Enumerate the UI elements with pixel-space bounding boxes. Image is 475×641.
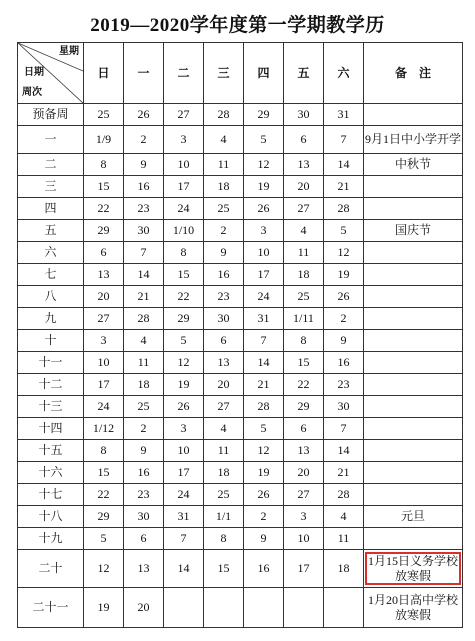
date-cell: 11 xyxy=(204,440,244,462)
date-cell: 9 xyxy=(244,528,284,550)
date-cell: 15 xyxy=(164,264,204,286)
date-cell: 10 xyxy=(84,352,124,374)
page-title: 2019—2020学年度第一学期教学历 xyxy=(90,15,385,36)
date-cell: 5 xyxy=(244,418,284,440)
date-cell: 23 xyxy=(324,374,364,396)
table-row xyxy=(18,374,463,396)
date-cell: 22 xyxy=(284,374,324,396)
date-cell: 1/1 xyxy=(204,506,244,528)
date-cell: 12 xyxy=(164,352,204,374)
date-cell: 18 xyxy=(204,462,244,484)
date-cell: 25 xyxy=(204,484,244,506)
date-cell: 12 xyxy=(324,242,364,264)
date-cell: 30 xyxy=(124,220,164,242)
note-cell: 中秋节 xyxy=(364,154,463,176)
note-cell xyxy=(364,330,463,352)
week-cell: 十六 xyxy=(18,462,84,484)
date-cell: 2 xyxy=(124,126,164,154)
date-cell: 20 xyxy=(284,176,324,198)
day-header-wed: 三 xyxy=(204,43,244,104)
table-row xyxy=(18,286,463,308)
date-cell: 13 xyxy=(124,550,164,588)
table-row xyxy=(18,242,463,264)
date-cell: 7 xyxy=(244,330,284,352)
date-cell: 2 xyxy=(204,220,244,242)
week-cell: 十七 xyxy=(18,484,84,506)
date-cell: 16 xyxy=(324,352,364,374)
table-row xyxy=(18,352,463,374)
table-row xyxy=(18,484,463,506)
date-cell: 14 xyxy=(324,154,364,176)
date-cell: 18 xyxy=(284,264,324,286)
table-row xyxy=(18,126,463,154)
date-cell: 13 xyxy=(84,264,124,286)
date-cell: 4 xyxy=(324,506,364,528)
date-cell: 27 xyxy=(284,484,324,506)
table-row xyxy=(18,308,463,330)
date-cell: 30 xyxy=(124,506,164,528)
date-cell: 6 xyxy=(84,242,124,264)
date-cell: 8 xyxy=(84,440,124,462)
date-cell: 11 xyxy=(284,242,324,264)
date-cell: 11 xyxy=(204,154,244,176)
date-cell: 29 xyxy=(84,220,124,242)
date-cell: 4 xyxy=(204,418,244,440)
date-cell: 3 xyxy=(164,126,204,154)
date-cell: 17 xyxy=(84,374,124,396)
date-cell: 25 xyxy=(284,286,324,308)
week-cell: 十四 xyxy=(18,418,84,440)
date-cell: 26 xyxy=(124,104,164,126)
week-cell: 十二 xyxy=(18,374,84,396)
date-cell: 9 xyxy=(204,242,244,264)
table-row xyxy=(18,198,463,220)
date-cell: 11 xyxy=(324,528,364,550)
date-cell: 26 xyxy=(244,198,284,220)
date-cell: 24 xyxy=(164,484,204,506)
corner-label-date: 日期 xyxy=(24,67,44,78)
week-cell: 二十 xyxy=(18,550,84,588)
date-cell: 13 xyxy=(284,440,324,462)
date-cell: 7 xyxy=(164,528,204,550)
date-cell: 8 xyxy=(204,528,244,550)
date-cell: 4 xyxy=(124,330,164,352)
note-cell: 国庆节 xyxy=(364,220,463,242)
date-cell: 26 xyxy=(244,484,284,506)
date-cell: 20 xyxy=(84,286,124,308)
date-cell: 1/10 xyxy=(164,220,204,242)
note-cell xyxy=(364,352,463,374)
note-cell xyxy=(364,418,463,440)
date-cell: 5 xyxy=(84,528,124,550)
week-cell: 十 xyxy=(18,330,84,352)
diagonal-header-cell xyxy=(18,43,84,104)
day-header-mon: 一 xyxy=(124,43,164,104)
table-row xyxy=(18,528,463,550)
date-cell: 5 xyxy=(164,330,204,352)
date-cell: 15 xyxy=(84,176,124,198)
calendar-table xyxy=(17,42,463,628)
date-cell: 13 xyxy=(284,154,324,176)
table-row xyxy=(18,264,463,286)
date-cell: 30 xyxy=(204,308,244,330)
date-cell: 15 xyxy=(204,550,244,588)
date-cell: 20 xyxy=(284,462,324,484)
date-cell xyxy=(284,588,324,628)
note-cell xyxy=(364,374,463,396)
week-cell: 十五 xyxy=(18,440,84,462)
date-cell: 20 xyxy=(204,374,244,396)
date-cell: 30 xyxy=(324,396,364,418)
date-cell: 7 xyxy=(124,242,164,264)
date-cell: 28 xyxy=(324,484,364,506)
date-cell: 17 xyxy=(164,176,204,198)
date-cell: 4 xyxy=(284,220,324,242)
corner-label-weekday: 星期 xyxy=(59,46,79,57)
date-cell: 31 xyxy=(244,308,284,330)
date-cell: 3 xyxy=(84,330,124,352)
table-row xyxy=(18,506,463,528)
date-cell: 14 xyxy=(164,550,204,588)
date-cell: 12 xyxy=(244,440,284,462)
note-cell xyxy=(364,484,463,506)
note-cell xyxy=(364,264,463,286)
note-cell xyxy=(364,176,463,198)
date-cell: 12 xyxy=(244,154,284,176)
date-cell: 6 xyxy=(284,126,324,154)
date-cell: 28 xyxy=(324,198,364,220)
week-cell: 十一 xyxy=(18,352,84,374)
date-cell: 29 xyxy=(244,104,284,126)
date-cell: 2 xyxy=(324,308,364,330)
table-row xyxy=(18,104,463,126)
note-cell xyxy=(364,198,463,220)
date-cell: 4 xyxy=(204,126,244,154)
note-cell: 9月1日中小学开学 xyxy=(364,126,463,154)
table-row xyxy=(18,176,463,198)
date-cell: 18 xyxy=(324,550,364,588)
date-cell: 28 xyxy=(204,104,244,126)
date-cell: 28 xyxy=(124,308,164,330)
header-row xyxy=(18,43,463,104)
date-cell: 10 xyxy=(164,440,204,462)
date-cell: 19 xyxy=(244,462,284,484)
date-cell: 1/12 xyxy=(84,418,124,440)
date-cell: 6 xyxy=(204,330,244,352)
table-row xyxy=(18,588,463,628)
note-cell xyxy=(364,528,463,550)
note-cell xyxy=(364,308,463,330)
day-header-sat: 六 xyxy=(324,43,364,104)
day-header-fri: 五 xyxy=(284,43,324,104)
date-cell: 7 xyxy=(324,126,364,154)
table-row xyxy=(18,220,463,242)
date-cell: 8 xyxy=(84,154,124,176)
date-cell: 15 xyxy=(284,352,324,374)
week-cell: 五 xyxy=(18,220,84,242)
week-cell: 一 xyxy=(18,126,84,154)
date-cell: 19 xyxy=(324,264,364,286)
date-cell: 3 xyxy=(164,418,204,440)
date-cell xyxy=(164,588,204,628)
date-cell: 27 xyxy=(164,104,204,126)
date-cell: 21 xyxy=(124,286,164,308)
date-cell: 27 xyxy=(204,396,244,418)
date-cell: 7 xyxy=(324,418,364,440)
table-row xyxy=(18,330,463,352)
date-cell: 11 xyxy=(124,352,164,374)
date-cell: 14 xyxy=(244,352,284,374)
note-cell xyxy=(364,242,463,264)
date-cell: 23 xyxy=(204,286,244,308)
date-cell: 16 xyxy=(124,462,164,484)
date-cell: 21 xyxy=(324,462,364,484)
date-cell xyxy=(244,588,284,628)
week-cell: 四 xyxy=(18,198,84,220)
note-cell xyxy=(364,550,463,588)
date-cell: 19 xyxy=(164,374,204,396)
date-cell: 29 xyxy=(164,308,204,330)
date-cell: 19 xyxy=(84,588,124,628)
date-cell: 6 xyxy=(284,418,324,440)
date-cell: 26 xyxy=(164,396,204,418)
note-cell xyxy=(364,440,463,462)
calendar-body xyxy=(18,104,463,628)
table-row xyxy=(18,418,463,440)
week-cell: 七 xyxy=(18,264,84,286)
table-row xyxy=(18,440,463,462)
date-cell: 12 xyxy=(84,550,124,588)
week-cell: 十三 xyxy=(18,396,84,418)
date-cell: 18 xyxy=(124,374,164,396)
date-cell: 23 xyxy=(124,198,164,220)
date-cell: 19 xyxy=(244,176,284,198)
note-cell xyxy=(364,396,463,418)
date-cell: 21 xyxy=(244,374,284,396)
date-cell: 9 xyxy=(124,154,164,176)
week-cell: 二十一 xyxy=(18,588,84,628)
date-cell: 2 xyxy=(124,418,164,440)
week-cell: 三 xyxy=(18,176,84,198)
date-cell: 30 xyxy=(284,104,324,126)
date-cell: 22 xyxy=(84,484,124,506)
date-cell: 1/9 xyxy=(84,126,124,154)
date-cell: 31 xyxy=(164,506,204,528)
date-cell: 8 xyxy=(164,242,204,264)
note-cell: 1月20日高中学校放寒假 xyxy=(364,588,463,628)
date-cell: 3 xyxy=(284,506,324,528)
date-cell: 22 xyxy=(84,198,124,220)
date-cell: 24 xyxy=(164,198,204,220)
date-cell: 23 xyxy=(124,484,164,506)
date-cell: 1/11 xyxy=(284,308,324,330)
date-cell: 16 xyxy=(204,264,244,286)
date-cell: 29 xyxy=(284,396,324,418)
date-cell: 10 xyxy=(244,242,284,264)
date-cell: 18 xyxy=(204,176,244,198)
table-row xyxy=(18,154,463,176)
date-cell: 17 xyxy=(284,550,324,588)
date-cell: 29 xyxy=(84,506,124,528)
week-cell: 八 xyxy=(18,286,84,308)
date-cell: 20 xyxy=(124,588,164,628)
day-header-tue: 二 xyxy=(164,43,204,104)
date-cell: 28 xyxy=(244,396,284,418)
date-cell: 9 xyxy=(124,440,164,462)
note-cell xyxy=(364,104,463,126)
date-cell: 10 xyxy=(284,528,324,550)
date-cell: 3 xyxy=(244,220,284,242)
date-cell: 5 xyxy=(324,220,364,242)
corner-label-week: 周次 xyxy=(22,87,42,98)
date-cell: 5 xyxy=(244,126,284,154)
date-cell: 9 xyxy=(324,330,364,352)
date-cell: 31 xyxy=(324,104,364,126)
note-cell xyxy=(364,286,463,308)
date-cell: 22 xyxy=(164,286,204,308)
week-cell: 十八 xyxy=(18,506,84,528)
date-cell: 25 xyxy=(124,396,164,418)
date-cell: 26 xyxy=(324,286,364,308)
week-cell: 二 xyxy=(18,154,84,176)
table-row xyxy=(18,550,463,588)
date-cell: 2 xyxy=(244,506,284,528)
date-cell: 25 xyxy=(84,104,124,126)
table-row xyxy=(18,396,463,418)
date-cell: 21 xyxy=(324,176,364,198)
date-cell: 13 xyxy=(204,352,244,374)
note-cell xyxy=(364,462,463,484)
date-cell xyxy=(204,588,244,628)
date-cell: 10 xyxy=(164,154,204,176)
notes-header: 备 注 xyxy=(364,43,463,104)
date-cell: 27 xyxy=(284,198,324,220)
table-row xyxy=(18,462,463,484)
date-cell: 16 xyxy=(124,176,164,198)
date-cell: 27 xyxy=(84,308,124,330)
date-cell: 6 xyxy=(124,528,164,550)
date-cell: 17 xyxy=(164,462,204,484)
date-cell: 24 xyxy=(84,396,124,418)
date-cell: 25 xyxy=(204,198,244,220)
date-cell: 17 xyxy=(244,264,284,286)
day-header-thu: 四 xyxy=(244,43,284,104)
week-cell: 预备周 xyxy=(18,104,84,126)
note-text: 1月15日义务学校放寒假 xyxy=(367,554,458,583)
note-cell: 元旦 xyxy=(364,506,463,528)
week-cell: 九 xyxy=(18,308,84,330)
day-header-sun: 日 xyxy=(84,43,124,104)
date-cell: 15 xyxy=(84,462,124,484)
week-cell: 十九 xyxy=(18,528,84,550)
date-cell: 14 xyxy=(324,440,364,462)
date-cell xyxy=(324,588,364,628)
date-cell: 24 xyxy=(244,286,284,308)
date-cell: 16 xyxy=(244,550,284,588)
date-cell: 14 xyxy=(124,264,164,286)
week-cell: 六 xyxy=(18,242,84,264)
date-cell: 8 xyxy=(284,330,324,352)
